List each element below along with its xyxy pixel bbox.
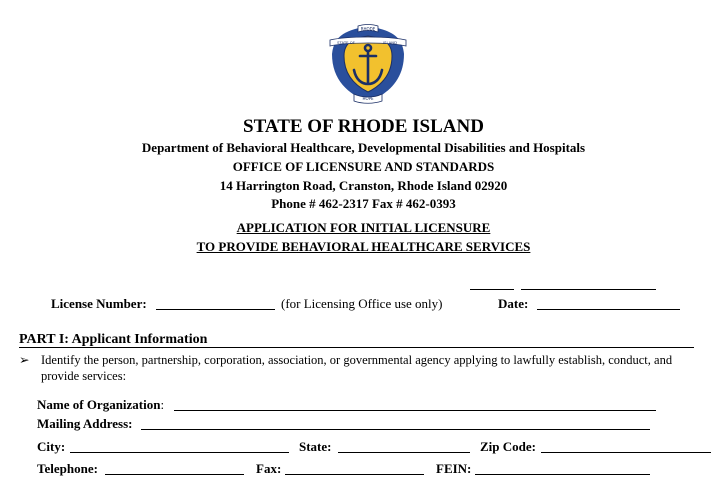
telephone-label: Telephone: xyxy=(37,461,98,476)
telephone-field[interactable] xyxy=(105,474,244,475)
date-label: Date: xyxy=(498,296,529,311)
mailing-field[interactable] xyxy=(141,429,650,430)
application-title-line2: TO PROVIDE BEHAVIORAL HEALTHCARE SERVICES xyxy=(196,239,531,254)
fein-label: FEIN: xyxy=(436,461,472,476)
office-name: OFFICE OF LICENSURE AND STANDARDS xyxy=(232,159,495,174)
city-field[interactable] xyxy=(70,452,289,453)
zip-field[interactable] xyxy=(541,452,711,453)
state-field[interactable] xyxy=(338,452,470,453)
arrow-bullet-icon: ➢ xyxy=(19,353,30,367)
state-title: STATE OF RHODE ISLAND xyxy=(243,116,484,137)
anchor-icon xyxy=(328,24,408,106)
city-label: City: xyxy=(37,439,66,454)
application-title-line1: APPLICATION FOR INITIAL LICENSURE xyxy=(236,220,491,235)
seal-right-text: ISLAND xyxy=(382,40,398,46)
department-name: Department of Behavioral Healthcare, Developmental Disabilities and Hospitals xyxy=(141,140,586,155)
office-address: 14 Harrington Road, Cranston, Rhode Island 02920 xyxy=(219,178,508,193)
org-field[interactable] xyxy=(174,410,656,411)
part1-title: PART I: Applicant Information xyxy=(19,332,208,347)
office-phone-fax: Phone # 462-2317 Fax # 462-0393 xyxy=(271,196,456,211)
date-field[interactable] xyxy=(537,309,680,310)
license-office-note: (for Licensing Office use only) xyxy=(281,296,443,311)
part1-instruction xyxy=(19,352,709,383)
seal-top-text: RHODE xyxy=(360,26,376,32)
office-use-line-2 xyxy=(521,289,656,290)
zip-label: Zip Code: xyxy=(480,439,536,454)
fax-label: Fax: xyxy=(256,461,282,476)
office-use-line-1 xyxy=(470,289,514,290)
part1-rule xyxy=(19,347,694,348)
license-number-label: License Number: xyxy=(51,296,147,311)
seal-left-text: STATE OF xyxy=(337,40,355,46)
license-number-field[interactable] xyxy=(156,309,275,310)
state-seal xyxy=(328,24,408,106)
org-label: Name of Organization: xyxy=(37,397,165,412)
fax-field[interactable] xyxy=(285,474,424,475)
state-label: State: xyxy=(299,439,332,454)
mailing-label: Mailing Address: xyxy=(37,416,133,431)
seal-bottom-text: HOPE xyxy=(362,96,374,101)
part1-instruction-text: Identify the person, partnership, corporation, association, or governmental agency applying to lawfully establish, conduct, and provide services: xyxy=(41,353,673,383)
fein-field[interactable] xyxy=(475,474,650,475)
